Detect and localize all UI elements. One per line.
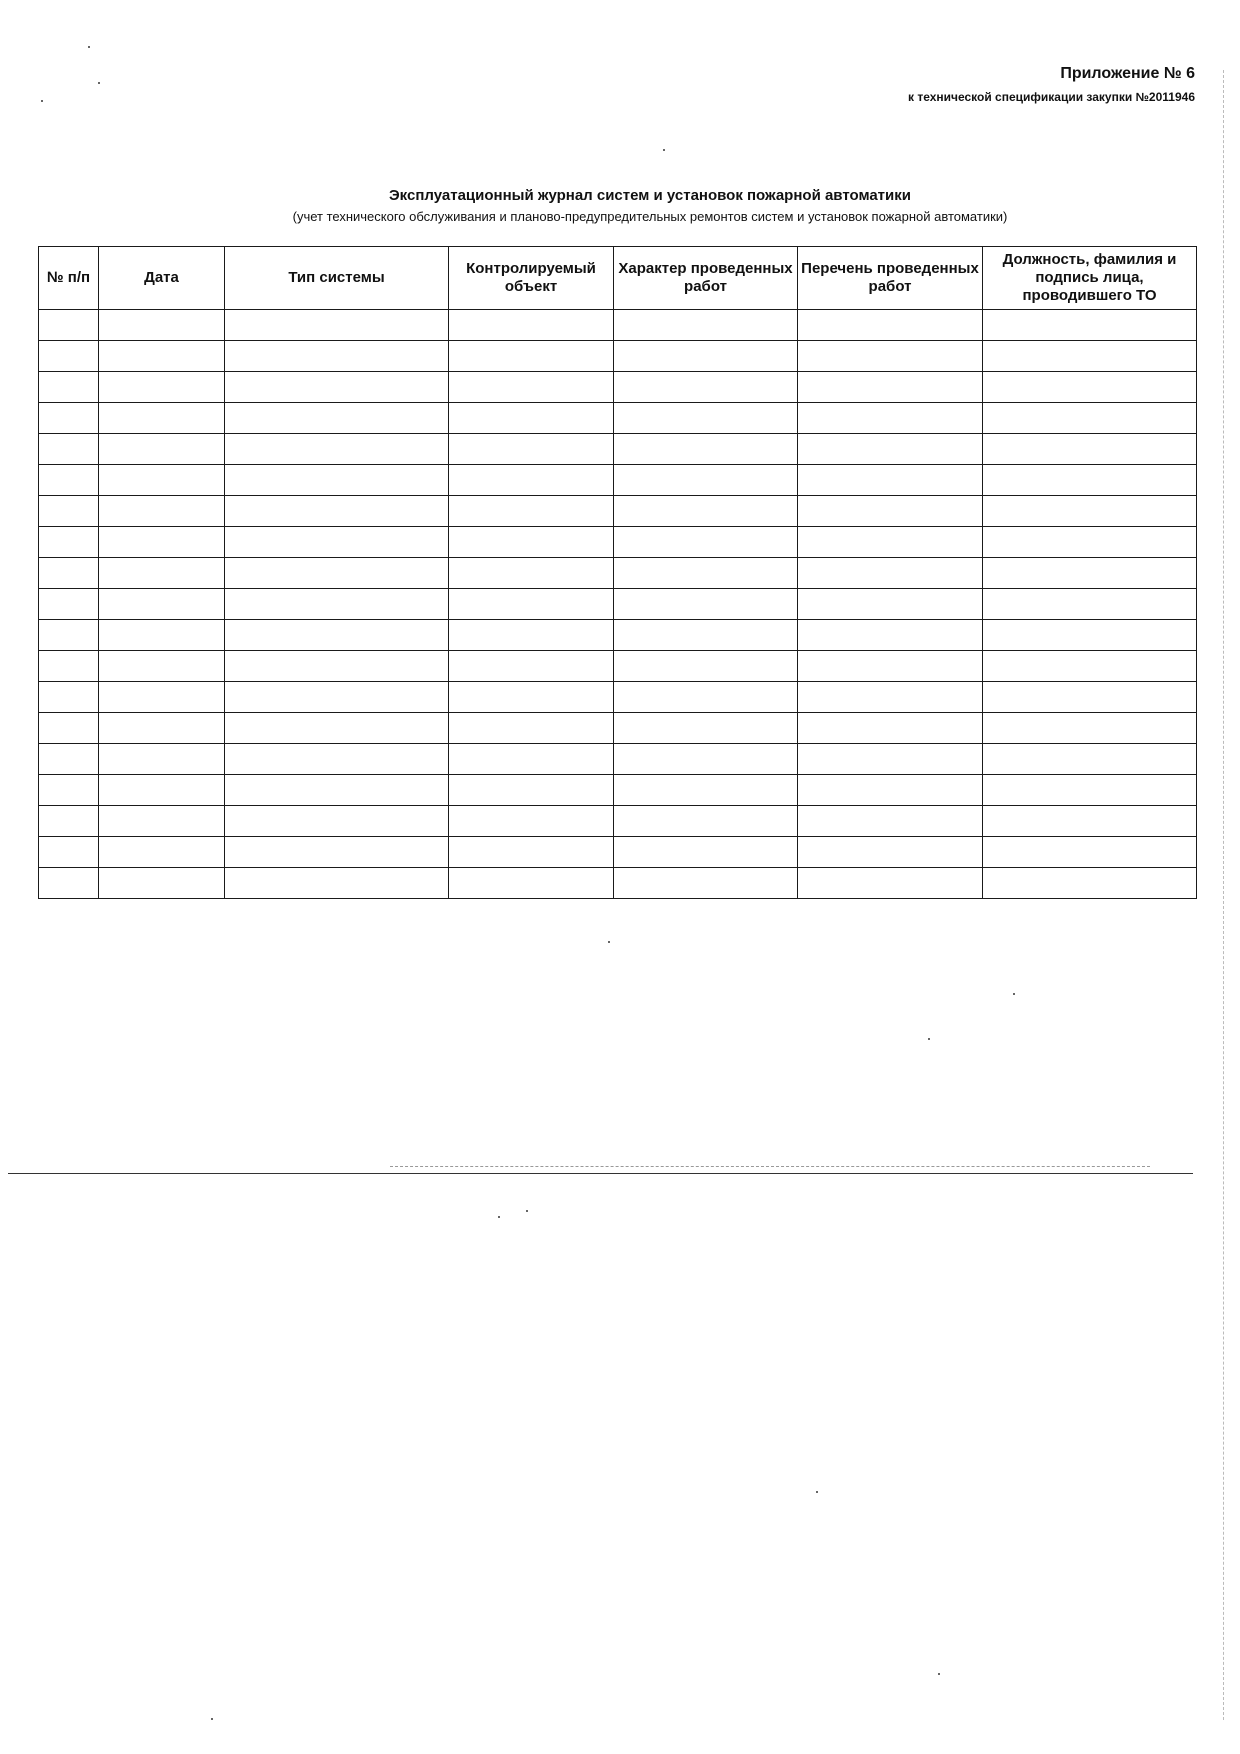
table-row [39,527,1197,558]
appendix-title: Приложение № 6 [1060,65,1195,82]
table-row [39,620,1197,651]
table-cell [225,682,449,713]
table-cell [983,837,1197,868]
table-cell [449,372,614,403]
table-cell [449,403,614,434]
table-cell [99,341,225,372]
table-cell [614,620,798,651]
table-cell [99,682,225,713]
table-cell [225,837,449,868]
column-header-date: Дата [99,247,225,310]
table-cell [449,341,614,372]
table-row [39,341,1197,372]
table-cell [39,589,99,620]
table-cell [798,465,983,496]
table-cell [614,837,798,868]
table-row [39,403,1197,434]
table-cell [225,620,449,651]
scan-speck [41,100,43,102]
table-cell [225,496,449,527]
table-cell [99,310,225,341]
table-cell [449,310,614,341]
table-cell [99,744,225,775]
table-cell [798,589,983,620]
appendix-header [908,64,1195,106]
table-cell [798,775,983,806]
table-cell [614,651,798,682]
column-header-number: № п/п [39,247,99,310]
table-cell [798,434,983,465]
table-row [39,465,1197,496]
table-cell [225,868,449,899]
table-cell [983,868,1197,899]
table-cell [798,651,983,682]
table-row [39,744,1197,775]
table-cell [39,465,99,496]
table-cell [798,341,983,372]
table-cell [983,403,1197,434]
table-cell [39,651,99,682]
table-cell [798,527,983,558]
table-cell [449,744,614,775]
table-cell [449,589,614,620]
table-row [39,496,1197,527]
table-cell [983,651,1197,682]
table-cell [449,434,614,465]
column-header-system-type: Тип системы [225,247,449,310]
scan-speck [938,1673,940,1675]
table-cell [225,434,449,465]
table-row [39,651,1197,682]
scan-speck [526,1210,528,1212]
table-cell [39,775,99,806]
table-row [39,868,1197,899]
table-cell [225,589,449,620]
table-cell [99,527,225,558]
table-cell [39,837,99,868]
table-cell [614,868,798,899]
table-cell [99,372,225,403]
table-cell [99,465,225,496]
table-cell [983,527,1197,558]
document-subtitle: (учет технического обслуживания и планово-предупредительных ремонтов систем и установок пожарной автоматики) [292,209,1008,224]
table-row [39,837,1197,868]
scan-speck [88,46,90,48]
table-cell [39,682,99,713]
table-cell [225,372,449,403]
table-cell [225,341,449,372]
table-cell [983,465,1197,496]
table-cell [798,713,983,744]
table-cell [614,713,798,744]
table-row [39,434,1197,465]
table-cell [983,434,1197,465]
table-cell [39,744,99,775]
table-cell [99,620,225,651]
scan-speck [816,1491,818,1493]
table-cell [614,310,798,341]
table-cell [225,558,449,589]
table-cell [99,589,225,620]
table-cell [798,372,983,403]
table-cell [449,837,614,868]
table-row [39,775,1197,806]
table-cell [983,558,1197,589]
table-cell [99,837,225,868]
table-cell [39,806,99,837]
table-cell [983,682,1197,713]
table-cell [225,310,449,341]
scan-speck [928,1038,930,1040]
table-cell [798,620,983,651]
column-header-work-list: Перечень проведенных работ [798,247,983,310]
table-cell [39,341,99,372]
column-header-responsible-person: Должность, фамилия и подпись лица, проводившего ТО [983,247,1197,310]
table-cell [449,620,614,651]
table-header-row [39,247,1197,310]
table-cell [798,837,983,868]
scan-dotted-line [390,1166,1150,1167]
table-cell [983,310,1197,341]
table-row [39,713,1197,744]
table-cell [99,403,225,434]
table-cell [39,620,99,651]
table-cell [99,558,225,589]
table-cell [39,434,99,465]
table-cell [225,651,449,682]
scan-speck [98,82,100,84]
table-cell [614,682,798,713]
table-cell [449,496,614,527]
table-cell [798,496,983,527]
table-cell [798,682,983,713]
table-cell [614,775,798,806]
table-cell [99,434,225,465]
table-cell [983,589,1197,620]
table-cell [449,868,614,899]
table-cell [39,713,99,744]
document-title: Эксплуатационный журнал систем и установок пожарной автоматики [389,187,911,204]
table-cell [798,558,983,589]
table-cell [449,682,614,713]
appendix-subtitle: к технической спецификации закупки №2011946 [907,90,1195,104]
table-cell [39,310,99,341]
table-cell [614,558,798,589]
table-cell [798,744,983,775]
table-cell [225,806,449,837]
table-cell [983,744,1197,775]
table-cell [983,713,1197,744]
table-cell [39,527,99,558]
table-row [39,806,1197,837]
table-cell [983,496,1197,527]
table-cell [99,713,225,744]
table-cell [614,341,798,372]
table-cell [99,806,225,837]
table-row [39,558,1197,589]
table-cell [449,465,614,496]
table-cell [39,403,99,434]
table-row [39,372,1197,403]
column-header-work-nature: Характер проведенных работ [614,247,798,310]
page-divider-line [8,1173,1193,1174]
scan-speck [211,1718,213,1720]
table-cell [983,620,1197,651]
table-cell [449,558,614,589]
table-cell [225,713,449,744]
table-cell [614,527,798,558]
table-cell [798,868,983,899]
table-cell [225,775,449,806]
table-cell [99,868,225,899]
table-cell [39,868,99,899]
table-cell [614,403,798,434]
table-cell [225,403,449,434]
table-cell [39,558,99,589]
table-row [39,310,1197,341]
scan-speck [608,941,610,943]
table-cell [225,744,449,775]
table-cell [614,434,798,465]
table-cell [983,341,1197,372]
table-cell [449,651,614,682]
table-cell [449,775,614,806]
table-cell [798,310,983,341]
table-cell [798,806,983,837]
table-row [39,682,1197,713]
journal-table [38,246,1197,899]
table-cell [99,775,225,806]
table-cell [983,806,1197,837]
table-cell [614,465,798,496]
scan-speck [663,149,665,151]
table-cell [39,372,99,403]
table-cell [449,806,614,837]
table-cell [449,527,614,558]
column-header-controlled-object: Контролируемый объект [449,247,614,310]
journal-table-body [39,310,1197,899]
table-cell [614,372,798,403]
table-cell [39,496,99,527]
table-cell [225,527,449,558]
scan-edge-mark [1223,70,1226,1720]
table-cell [983,372,1197,403]
scan-speck [498,1216,500,1218]
table-cell [614,806,798,837]
scan-speck [1013,993,1015,995]
table-cell [225,465,449,496]
table-cell [798,403,983,434]
table-cell [614,744,798,775]
table-cell [614,496,798,527]
table-cell [614,589,798,620]
table-cell [99,496,225,527]
table-row [39,589,1197,620]
table-cell [449,713,614,744]
table-cell [983,775,1197,806]
table-cell [99,651,225,682]
